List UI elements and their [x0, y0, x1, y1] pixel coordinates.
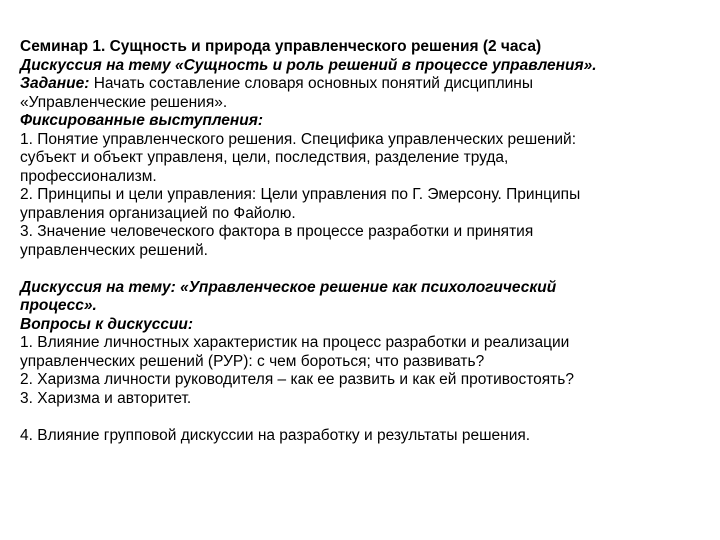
- question-line: 1. Влияние личностных характеристик на процесс разработки и реализации: [20, 334, 570, 351]
- talk-line: 3. Значение человеческого фактора в процессе разработки и принятия: [20, 223, 534, 240]
- discussion-2-heading: Дискуссия на тему: «Управленческое решение как психологический: [20, 278, 557, 296]
- fixed-talks-heading: Фиксированные выступления:: [20, 112, 263, 129]
- discussion-1-heading: Дискуссия на тему «Сущность и роль решений в процессе управления».: [20, 56, 597, 74]
- talk-line: управления организацией по Файолю.: [20, 204, 296, 222]
- talk-line: управленческих решений.: [20, 241, 208, 259]
- task-text: Начать составление словаря основных понятий дисциплины: [89, 75, 533, 92]
- spacer: [20, 260, 710, 279]
- final-question: 4. Влияние групповой дискуссии на разработку и результаты решения.: [20, 426, 531, 444]
- discussion-2-heading-continued: процесс».: [20, 297, 97, 314]
- question-line: 3. Харизма и авторитет.: [20, 389, 192, 407]
- talk-line: субъект и объект управленя, цели, последствия, разделение труда,: [20, 149, 509, 166]
- task-line: [20, 75, 710, 94]
- task-label: Задание:: [20, 75, 90, 92]
- seminar-title: Семинар 1. Сущность и природа управленческого решения (2 часа): [20, 38, 542, 55]
- talk-line: 2. Принципы и цели управления: Цели управления по Г. Эмерсону. Принципы: [20, 186, 581, 203]
- question-line: 2. Харизма личности руководителя – как ее развить и как ей противостоять?: [20, 371, 574, 388]
- question-line: управленческих решений (РУР): с чем бороться; что развивать?: [20, 352, 485, 370]
- spacer: [20, 408, 710, 427]
- task-text-continued: «Управленческие решения».: [20, 93, 228, 111]
- talk-line: 1. Понятие управленческого решения. Специфика управленческих решений:: [20, 130, 577, 148]
- talk-line: профессионализм.: [20, 167, 157, 185]
- questions-heading: Вопросы к дискуссии:: [20, 315, 194, 333]
